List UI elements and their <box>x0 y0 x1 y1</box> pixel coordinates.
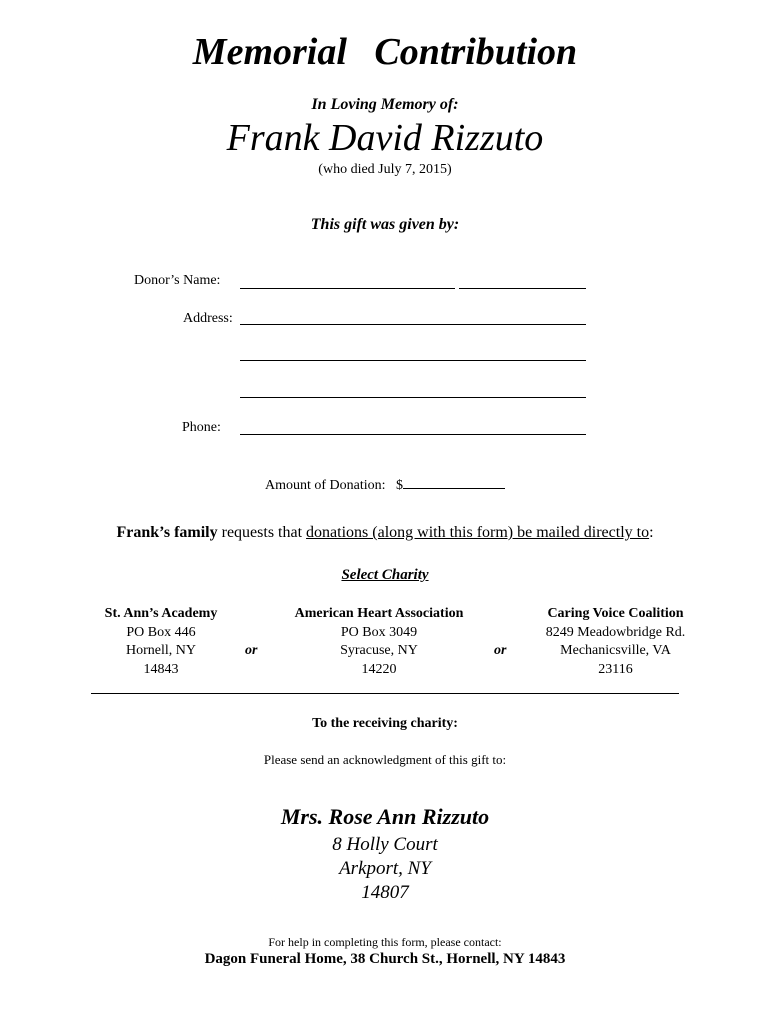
charity-city: Syracuse, NY <box>340 643 418 658</box>
family-label: Frank’s family <box>116 524 218 541</box>
charity-zip: 14220 <box>361 661 397 677</box>
page-title: Memorial Contribution <box>192 31 578 73</box>
charity-name: St. Ann’s Academy <box>104 606 218 621</box>
charity-zip: 14843 <box>143 661 179 677</box>
given-by-heading: This gift was given by: <box>310 216 460 233</box>
recipient-zip: 14807 <box>361 882 409 903</box>
deceased-name: Frank David Rizzuto <box>226 117 544 159</box>
amount-field[interactable] <box>403 475 505 489</box>
address-field-3[interactable] <box>240 397 586 398</box>
charity-option-american-heart[interactable] <box>274 605 484 679</box>
currency-symbol: $ <box>396 478 404 493</box>
phone-field[interactable] <box>240 434 586 435</box>
select-charity-heading: Select Charity <box>341 567 429 583</box>
address-label: Address: <box>183 311 233 326</box>
address-field-1[interactable] <box>240 324 586 325</box>
donor-name-label: Donor’s Name: <box>134 273 221 288</box>
recipient-city: Arkport, NY <box>339 858 431 879</box>
charity-zip: 23116 <box>598 661 633 677</box>
recipient-name: Mrs. Rose Ann Rizzuto <box>280 804 490 829</box>
request-end: : <box>649 524 654 541</box>
charity-option-st-anns[interactable] <box>91 605 231 679</box>
or-separator-1: or <box>245 643 258 658</box>
charity-name: Caring Voice Coalition <box>547 606 684 621</box>
charity-address-line: PO Box 446 <box>126 624 196 640</box>
died-note: (who died July 7, 2015) <box>318 162 452 177</box>
help-text: For help in completing this form, please contact: <box>268 935 502 949</box>
section-divider <box>91 693 679 694</box>
amount-row <box>0 475 770 494</box>
charity-name: American Heart Association <box>294 606 464 621</box>
address-field-2[interactable] <box>240 360 586 361</box>
charity-address-line: 8249 Meadowbridge Rd. <box>545 624 686 640</box>
mailing-request <box>0 524 770 542</box>
donor-name-field[interactable] <box>240 288 455 289</box>
recipient-street: 8 Holly Court <box>332 834 438 855</box>
request-underlined: donations (along with this form) be mailed directly to <box>306 524 650 541</box>
in-loving-memory-label: In Loving Memory of: <box>311 96 459 113</box>
amount-label: Amount of Donation: <box>264 478 386 493</box>
charity-city: Hornell, NY <box>126 643 196 658</box>
acknowledgment-instruction: Please send an acknowledgment of this gift to: <box>263 752 507 767</box>
receiving-charity-heading: To the receiving charity: <box>312 716 458 731</box>
or-separator-2: or <box>494 643 507 658</box>
charity-option-caring-voice[interactable] <box>528 605 703 679</box>
donor-name-field-2[interactable] <box>459 288 586 289</box>
phone-label: Phone: <box>182 420 221 435</box>
charity-address-line: PO Box 3049 <box>340 624 418 640</box>
charity-city: Mechanicsville, VA <box>560 643 671 658</box>
request-text: requests that <box>217 524 307 541</box>
funeral-home-contact: Dagon Funeral Home, 38 Church St., Hornell, NY 14843 <box>204 951 566 967</box>
